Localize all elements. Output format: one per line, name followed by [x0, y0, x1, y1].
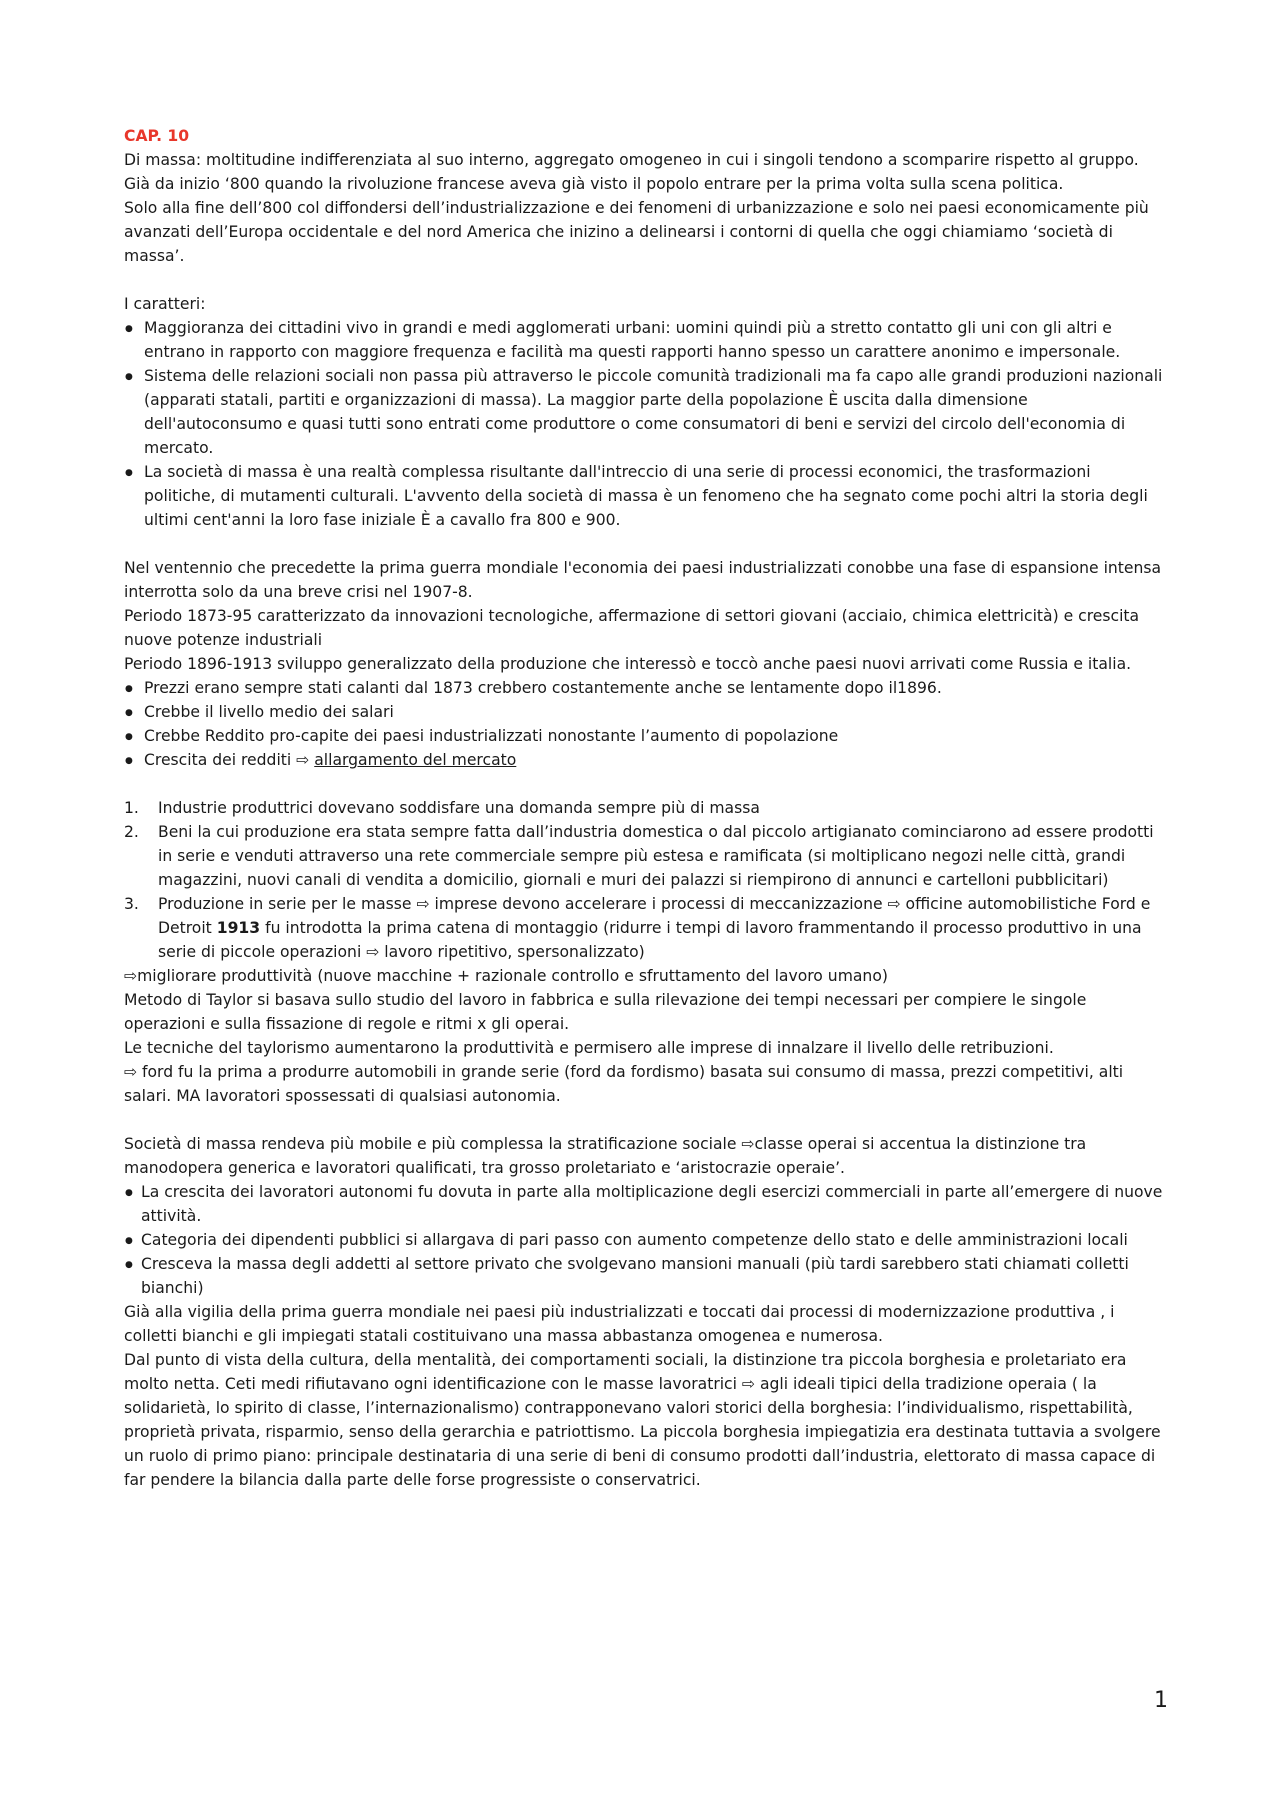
list-item: 2. Beni la cui produzione era stata sempre fatta dall’industria domestica o dal piccolo artigianato cominciarono ad essere prodotti in serie e venduti attraverso una rete commerciale sempre più estesa e ramificata (si moltiplicano negozi nelle città, grandi magazzini, nuovi canali di vendita a domicilio, giornali e muri dei palazzi si riempirono di annunci e cartelloni pubblicitari): [124, 823, 1154, 889]
list-item: ● Prezzi erano sempre stati calanti dal 1873 crebbero costantemente anche se lentamente dopo il1896.: [124, 676, 1164, 700]
intro-paragraph: Di massa: moltitudine indifferenziata al suo interno, aggregato omogeneo in cui i singoli tendono a scomparire rispetto al gruppo. Già da inizio ‘800 quando la rivoluzione francese aveva già visto il popolo entrare per la prima volta sulla scena politica.: [124, 151, 1139, 193]
bold-year: 1913: [216, 919, 261, 937]
taylor-paragraph: ⇨ ford fu la prima a produrre automobili in grande serie (ford da fordismo) basata sui consumo di massa, prezzi competitivi, alti salari. MA lavoratori spossessati di qualsiasi autonomia.: [124, 1063, 1124, 1105]
list-item: 3. Produzione in serie per le masse ⇨ imprese devono accelerare i processi di meccanizzazione ⇨ officine automobilistiche Ford e Detroit 1913 fu introdotta la prima catena di montaggio (ridurre i tempi di lavoro frammentando il processo produttivo in una serie di piccole operazioni ⇨ lavoro ripetitivo, spersonalizzato): [124, 895, 1151, 961]
list-item: ● Crescita dei redditi ⇨ allargamento del mercato: [124, 748, 1164, 772]
list-item: ● La società di massa è una realtà complessa risultante dall'intreccio di una serie di processi economici, the trasformazioni politiche, di mutamenti culturali. L'avvento della società di massa è un fenomeno che ha segnato come pochi altri la storia degli ultimi cent'anni la loro fase iniziale È a cavallo fra 800 e 900.: [124, 460, 1164, 532]
list-item: ● Crebbe il livello medio dei salari: [124, 700, 1164, 724]
list-item: ● Cresceva la massa degli addetti al settore privato che svolgevano mansioni manuali (più tardi sarebbero stati chiamati colletti bianchi): [124, 1252, 1164, 1300]
list-item: ● Crebbe Reddito pro-capite dei paesi industrializzati nonostante l’aumento di popolazione: [124, 724, 1164, 748]
taylor-paragraph: Metodo di Taylor si basava sullo studio del lavoro in fabbrica e sulla rilevazione dei tempi necessari per compiere le singole operazioni e sulla fissazione di regole e ritmi x gli operai.: [124, 991, 1087, 1033]
chapter-title: CAP. 10: [124, 127, 190, 145]
caratteri-label: I caratteri:: [124, 295, 206, 313]
document-page: [124, 124, 1164, 1492]
final-paragraph: Dal punto di vista della cultura, della mentalità, dei comportamenti sociali, la distinzione tra piccola borghesia e proletariato era molto netta. Ceti medi rifiutavano ogni identificazione con le masse lavoratrici ⇨ agli ideali tipici della tradizione operaia ( la solidarietà, lo spirito di classe, l’internazionalismo) contrapponevano valori storici della borghesia: l’individualismo, rispettabilità, proprietà privata, risparmio, senso della gerarchia e patriottismo. La piccola borghesia impiegatizia era destinata tuttavia a svolgere un ruolo di primo piano: principale destinataria di una serie di beni di consumo prodotti dall’industria, elettorato di massa capace di far pendere la bilancia dalla parte delle forse progressiste o conservatrici.: [124, 1351, 1161, 1489]
intro-paragraph: Solo alla fine dell’800 col diffondersi dell’industrializzazione e dei fenomeni di urbanizzazione e solo nei paesi economicamente più avanzati dell’Europa occidentale e del nord America che inizino a delinearsi i contorni di quella che oggi chiamiamo ‘società di massa’.: [124, 199, 1149, 265]
economia-list: [124, 676, 1164, 772]
list-item: ● Categoria dei dipendenti pubblici si allargava di pari passo con aumento competenze dello stato e delle amministrazioni locali: [124, 1228, 1164, 1252]
taylor-paragraph: ⇨migliorare produttività (nuove macchine + razionale controllo e sfruttamento del lavoro umano): [124, 967, 888, 985]
list-item: ● Sistema delle relazioni sociali non passa più attraverso le piccole comunità tradizionali ma fa capo alle grandi produzioni nazionali (apparati statali, partiti e organizzazioni di massa). La maggior parte della popolazione È uscita dalla dimensione dell'autoconsumo e quasi tutti sono entrati come produttore o come consumatori di beni e servizi del circolo dell'economia di mercato.: [124, 364, 1164, 460]
economia-paragraph: Nel ventennio che precedette la prima guerra mondiale l'economia dei paesi industrializzati conobbe una fase di espansione intensa interrotta solo da una breve crisi nel 1907-8.: [124, 559, 1162, 601]
economia-paragraph: Periodo 1873-95 caratterizzato da innovazioni tecnologiche, affermazione di settori giovani (acciaio, chimica elettricità) e crescita nuove potenze industriali: [124, 607, 1140, 649]
underlined-text: allargamento del mercato: [314, 751, 517, 769]
societa-list: [124, 1180, 1164, 1300]
societa-paragraph: Società di massa rendeva più mobile e più complessa la stratificazione sociale ⇨classe operai si accentua la distinzione tra manodopera generica e lavoratori qualificati, tra grosso proletariato e ‘aristocrazie operaie’.: [124, 1135, 1087, 1177]
final-paragraph: Già alla vigilia della prima guerra mondiale nei paesi più industrializzati e toccati dai processi di modernizzazione produttiva , i colletti bianchi e gli impiegati statali costituivano una massa abbastanza omogenea e numerosa.: [124, 1303, 1115, 1345]
numbered-list: [124, 796, 1164, 964]
economia-paragraph: Periodo 1896-1913 sviluppo generalizzato della produzione che interessò e toccò anche paesi nuovi arrivati come Russia e italia.: [124, 655, 1132, 673]
list-item: ● La crescita dei lavoratori autonomi fu dovuta in parte alla moltiplicazione degli esercizi commerciali in parte all’emergere di nuove attività.: [124, 1180, 1164, 1228]
list-item: 1. Industrie produttrici dovevano soddisfare una domanda sempre più di massa: [124, 799, 760, 817]
page-number: 1: [1154, 1688, 1168, 1713]
caratteri-list: [124, 316, 1164, 532]
list-item: ● Maggioranza dei cittadini vivo in grandi e medi agglomerati urbani: uomini quindi più a stretto contatto gli uni con gli altri e entrano in rapporto con maggiore frequenza e facilità ma questi rapporti hanno spesso un carattere anonimo e impersonale.: [124, 316, 1164, 364]
taylor-paragraph: Le tecniche del taylorismo aumentarono la produttività e permisero alle imprese di innalzare il livello delle retribuzioni.: [124, 1039, 1054, 1057]
